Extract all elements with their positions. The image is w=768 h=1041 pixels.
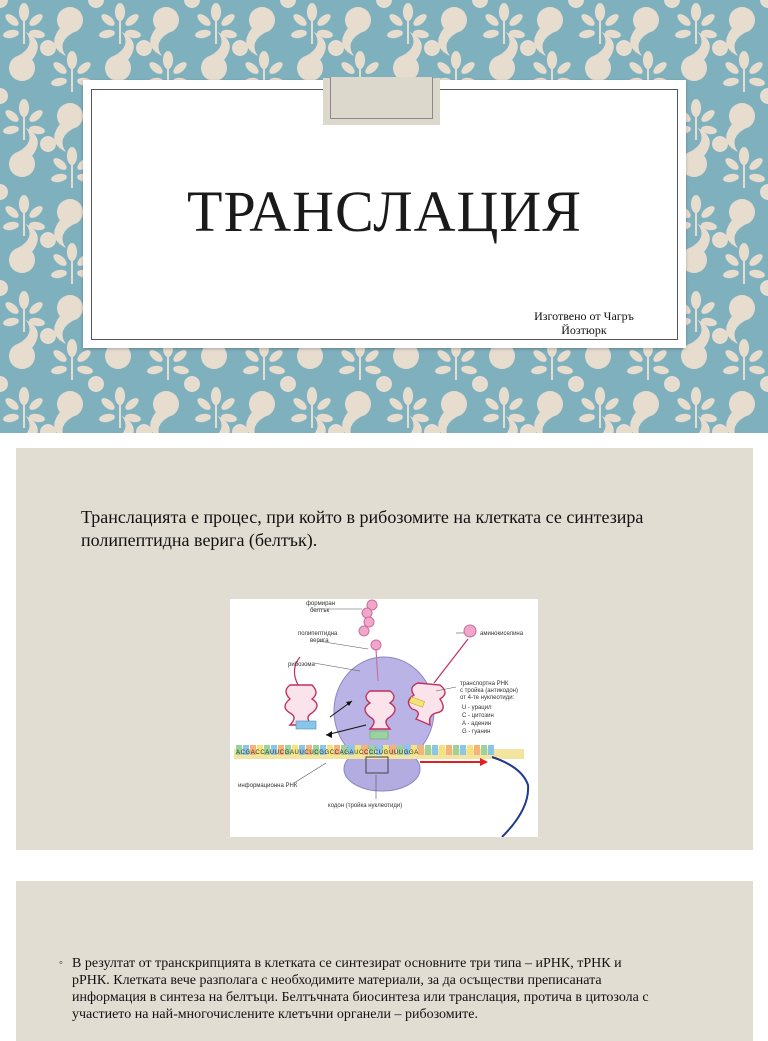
mrna-sequence: ACGACCAUUCGAUUCUCGGCCAGAUCCCCUGUUUGGA — [236, 750, 419, 756]
definition-line-2: полипептидна верига (белтък). — [81, 530, 318, 550]
label-codon: кодон (тройка нуклеотиди) — [328, 803, 403, 809]
translation-diagram — [230, 599, 538, 837]
label-trna-3: от 4-те нуклеотиди: — [460, 695, 515, 701]
label-formed-protein-2: белтък — [310, 608, 330, 614]
bullet-line-1: В резултат от транскрипцията в клетката се синтезират основните три типа – иРНК, тРНК и — [72, 956, 622, 971]
protein-chain — [359, 600, 381, 650]
slide-title: ТРАНСЛАЦИЯ — [187, 179, 582, 244]
label-mrna: информационна РНК — [238, 783, 298, 789]
bullet-item — [59, 955, 662, 1023]
author-line-1: Изготвено от Чагръ — [534, 309, 634, 323]
definition-line-1: Транслацията е процес, при който в рибозомите на клетката се синтезира — [81, 507, 644, 527]
bullet-slide — [16, 881, 753, 1041]
bullet-marker-icon: ◦ — [59, 957, 63, 969]
direction-arrowhead — [480, 758, 488, 766]
definition-text — [81, 506, 721, 552]
title-slide — [0, 0, 768, 433]
bullet-line-2: рРНК. Клетката вече разполага с необходимите материали, за да осъществи преписаната — [72, 973, 602, 988]
label-adenine: A - аденин — [462, 721, 492, 727]
author-credit — [513, 309, 655, 337]
trna-leaving — [285, 685, 317, 725]
bullet-line-4: участието на най-многочислените клетъчни органели – рибозомите. — [72, 1007, 478, 1022]
title-tab-decoration — [323, 78, 440, 125]
translation-diagram-svg — [230, 599, 538, 837]
bullet-line-3: информация в синтеза на белтъци. Белтъчната биосинтеза или транслация, протича в цитозола с — [72, 990, 649, 1005]
label-polypeptide-1: полипептидна — [298, 631, 338, 637]
label-formed-protein-1: формиран — [306, 601, 336, 607]
definition-slide — [16, 448, 753, 850]
label-ribosome: рибозома — [288, 662, 315, 668]
author-line-2: Йозтюрк — [561, 323, 607, 337]
title-card — [83, 80, 686, 348]
mrna-tail — [492, 757, 528, 837]
label-trna-2: с тройка (антикодон) — [460, 688, 518, 694]
label-trna-1: транспортна РНК — [460, 681, 509, 687]
label-guanine: G - гуанин — [462, 729, 491, 735]
label-cytosine: C - цитозин — [462, 713, 494, 719]
label-uracil: U - урацил — [462, 705, 492, 711]
label-polypeptide-2: верига — [310, 638, 329, 644]
amino-acid-ball — [464, 625, 476, 637]
label-amino-acid: аминокиселина — [480, 631, 524, 637]
